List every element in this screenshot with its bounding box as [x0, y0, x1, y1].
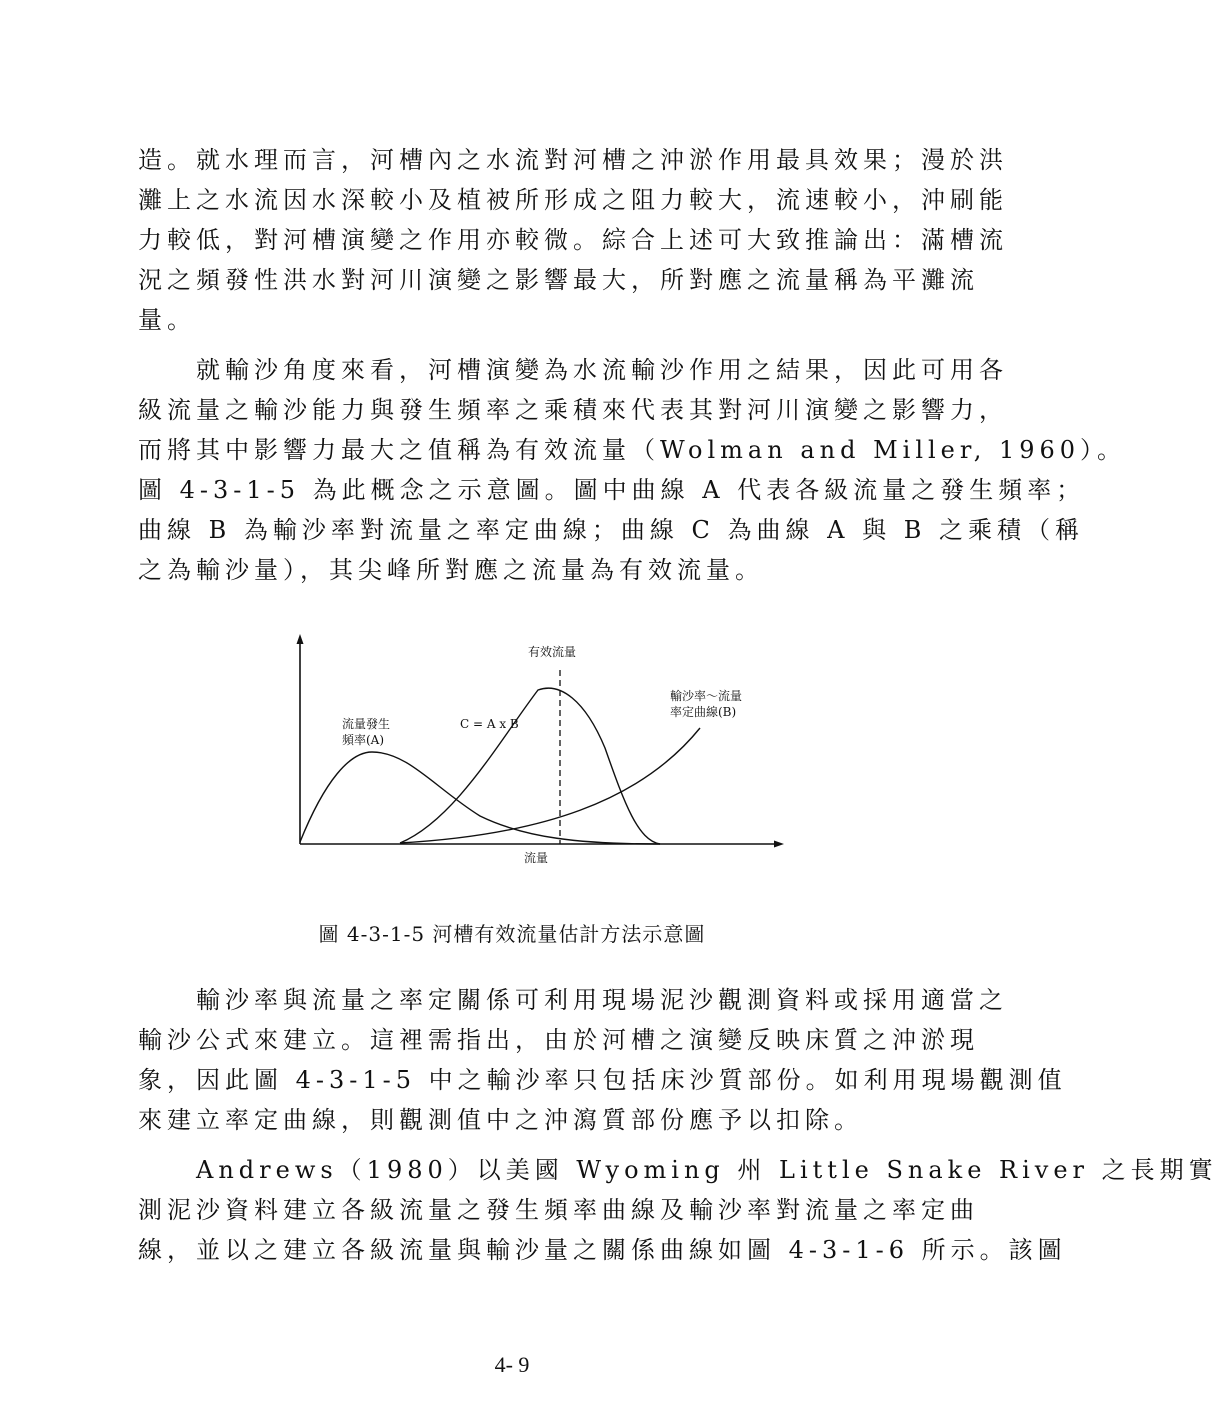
paragraph-line: 力較低，對河槽演變之作用亦較微。綜合上述可大致推論出：滿槽流 [138, 226, 1008, 254]
paragraph-line: 來建立率定曲線，則觀測值中之沖瀉質部份應予以扣除。 [138, 1106, 863, 1134]
x-axis-arrow [774, 841, 784, 848]
curve-c-product [400, 688, 660, 844]
label-curve-c: C = A x B [460, 717, 519, 731]
effective-flow-diagram [280, 630, 800, 880]
label-curve-b-line2: 率定曲線(B) [670, 705, 737, 719]
paragraph-line: 圖 4-3-1-5 為此概念之示意圖。圖中曲線 A 代表各級流量之發生頻率； [138, 476, 1086, 504]
paragraph-4 [138, 1150, 1218, 1270]
paragraph-line: 測泥沙資料建立各級流量之發生頻率曲線及輸沙率對流量之率定曲 [138, 1196, 979, 1224]
paragraph-line: 灘上之水流因水深較小及植被所形成之阻力較大，流速較小，沖刷能 [138, 186, 1008, 214]
paragraph-2 [138, 350, 1127, 590]
paragraph-line: 曲線 B 為輸沙率對流量之率定曲線；曲線 C 為曲線 A 與 B 之乘積（稱 [138, 516, 1084, 544]
paragraph-1 [138, 140, 1008, 340]
paragraph-line: 線，並以之建立各級流量與輸沙量之關係曲線如圖 4-3-1-6 所示。該圖 [138, 1236, 1067, 1264]
page-number: 4- 9 [494, 1352, 530, 1377]
paragraph-line: Andrews（1980）以美國 Wyoming 州 Little Snake River 之長期實 [138, 1156, 1218, 1184]
paragraph-3 [138, 980, 1067, 1140]
paragraph-line: 輸沙公式來建立。這裡需指出，由於河槽之演變反映床質之沖淤現 [138, 1026, 979, 1054]
paragraph-line: 就輸沙角度來看，河槽演變為水流輸沙作用之結果，因此可用各 [138, 356, 1008, 384]
label-x-axis: 流量 [524, 851, 549, 865]
figure-caption: 圖 4-3-1-5 河槽有效流量估計方法示意圖 [318, 922, 706, 946]
paragraph-line: 量。 [138, 306, 196, 334]
paragraph-line: 象，因此圖 4-3-1-5 中之輸沙率只包括床沙質部份。如利用現場觀測值 [138, 1066, 1067, 1094]
label-curve-a-line2: 頻率(A) [342, 733, 385, 747]
label-effective-flow: 有效流量 [528, 645, 577, 659]
label-curve-a-line1: 流量發生 [342, 717, 391, 731]
paragraph-line: 級流量之輸沙能力與發生頻率之乘積來代表其對河川演變之影響力， [138, 396, 1008, 424]
label-curve-b-line1: 輸沙率～流量 [670, 689, 743, 703]
paragraph-line: 而將其中影響力最大之值稱為有效流量（Wolman and Miller, 1960）。 [138, 436, 1127, 464]
paragraph-line: 況之頻發性洪水對河川演變之影響最大，所對應之流量稱為平灘流 [138, 266, 979, 294]
curve-b-rating [400, 728, 700, 843]
curve-a-frequency [300, 752, 660, 844]
y-axis-arrow [297, 634, 304, 644]
paragraph-line: 輸沙率與流量之率定關係可利用現場泥沙觀測資料或採用適當之 [138, 986, 1008, 1014]
paragraph-line: 造。就水理而言，河槽內之水流對河槽之沖淤作用最具效果；漫於洪 [138, 146, 1008, 174]
paragraph-line: 之為輸沙量），其尖峰所對應之流量為有效流量。 [138, 556, 764, 584]
concept-figure [280, 630, 800, 880]
